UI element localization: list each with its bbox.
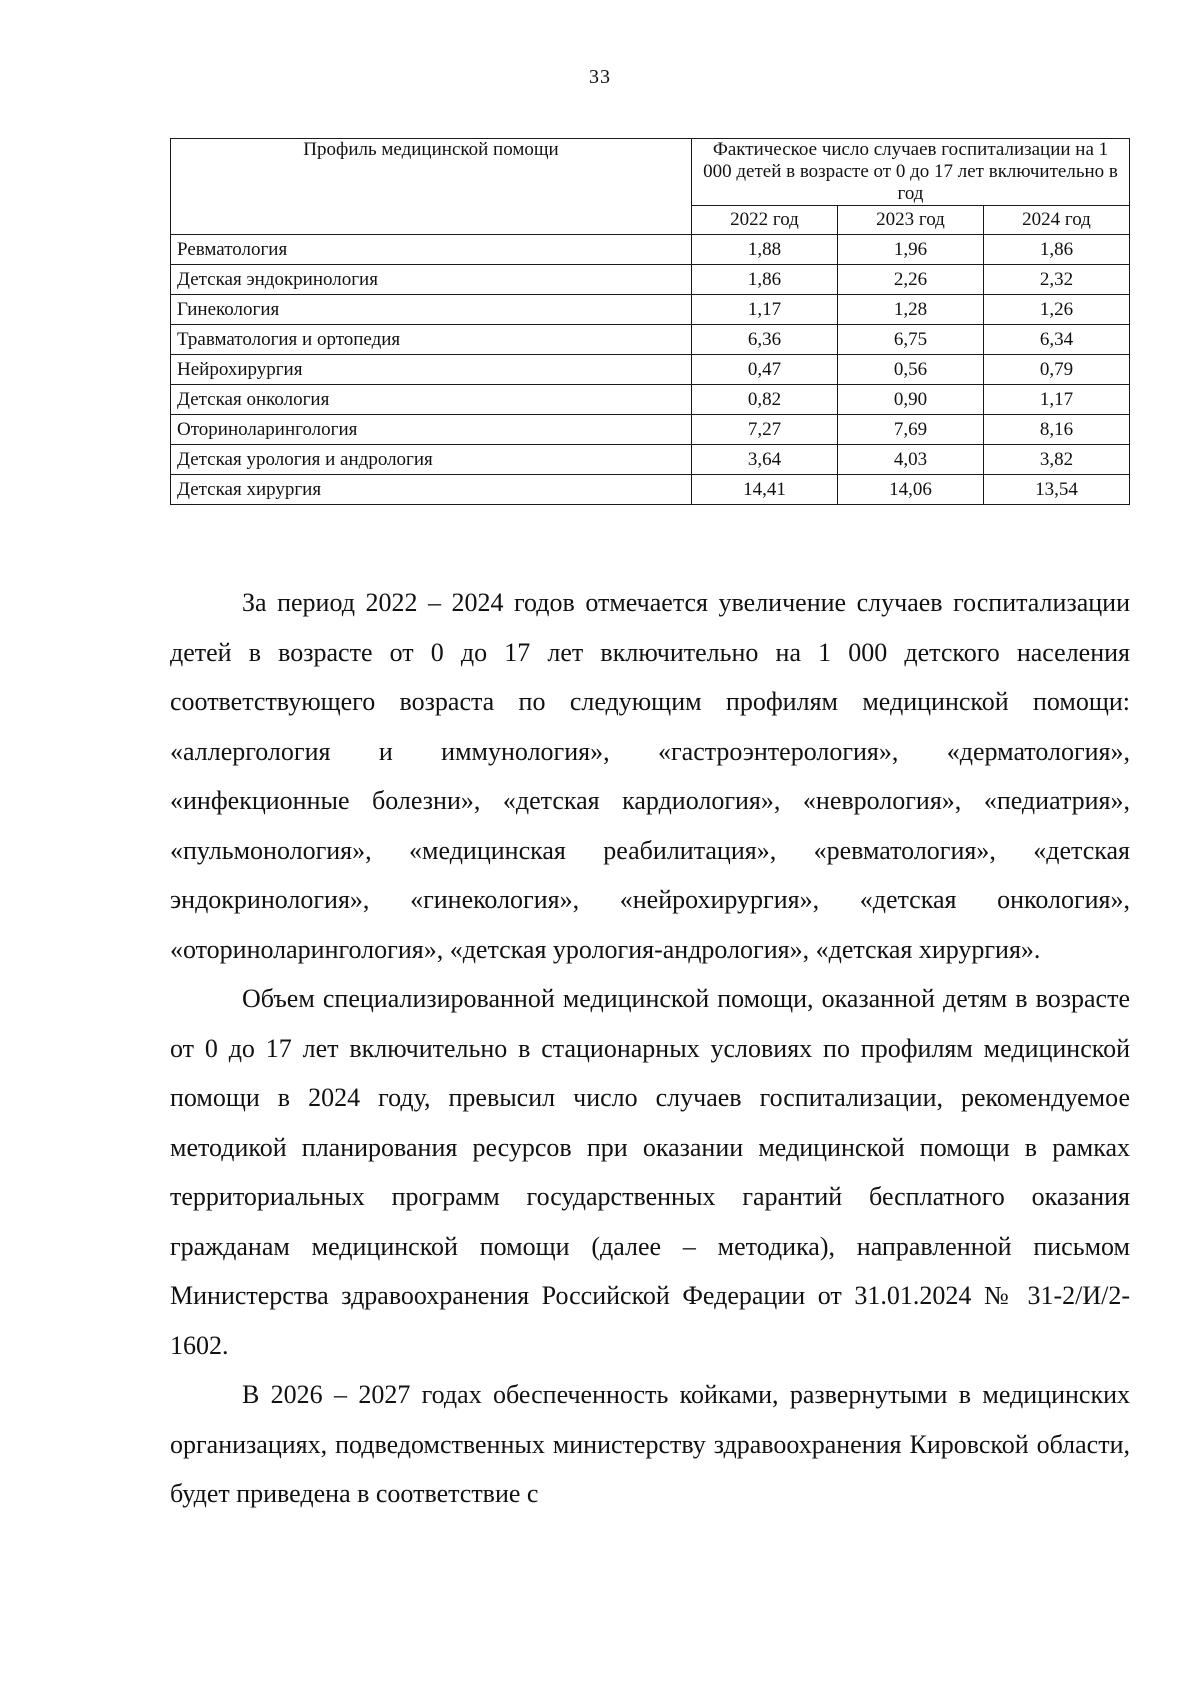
cell-value: 3,64	[692, 445, 838, 475]
cell-value: 0,56	[838, 355, 984, 385]
paragraph-bed-provision: В 2026 – 2027 годах обеспеченность койками, развернутыми в медицинских организациях, подведомственных министерству здравоохранения Кировской области, будет приведена в соответствие с	[170, 1380, 1130, 1508]
cell-value: 0,82	[692, 385, 838, 415]
cell-value: 4,03	[838, 445, 984, 475]
table-row	[171, 355, 1130, 385]
cell-value: 1,28	[838, 295, 984, 325]
table-row	[171, 325, 1130, 355]
paragraph-hospitalization-increase: За период 2022 – 2024 годов отмечается увеличение случаев госпитализации детей в возрасте от 0 до 17 лет включительно на 1 000 детского населения соответствующего возраста по следующим профилям медицинской помощи: «аллергология и иммунология», «гастроэнтерология», «дерматология», «инфекционные болезни», «детская кардиология», «неврология», «педиатрия», «пульмонология», «медицинская реабилитация», «ревматология», «детская эндокринология», «гинекология», «нейрохирургия», «детская онкология», «оториноларингология», «детская урология-андрология», «детская хирургия».	[170, 588, 1130, 964]
row-label: Гинекология	[171, 295, 692, 325]
cell-value: 1,96	[838, 235, 984, 265]
table-header-row	[171, 139, 1130, 206]
cell-value: 0,79	[984, 355, 1130, 385]
table-row	[171, 475, 1130, 505]
row-label: Детская эндокринология	[171, 265, 692, 295]
table-row	[171, 265, 1130, 295]
cell-value: 13,54	[984, 475, 1130, 505]
cell-value: 14,06	[838, 475, 984, 505]
cell-value: 3,82	[984, 445, 1130, 475]
cell-value: 1,17	[984, 385, 1130, 415]
table-row	[171, 385, 1130, 415]
column-header-year-2023: 2023 год	[838, 206, 984, 235]
cell-value: 1,86	[984, 235, 1130, 265]
cell-value: 6,75	[838, 325, 984, 355]
cell-value: 7,69	[838, 415, 984, 445]
cell-value: 2,26	[838, 265, 984, 295]
column-header-year-2022: 2022 год	[692, 206, 838, 235]
cell-value: 0,47	[692, 355, 838, 385]
hospitalization-table	[170, 138, 1130, 505]
cell-value: 7,27	[692, 415, 838, 445]
cell-value: 1,17	[692, 295, 838, 325]
row-label: Детская хирургия	[171, 475, 692, 505]
table-row	[171, 445, 1130, 475]
row-label: Оториноларингология	[171, 415, 692, 445]
cell-value: 14,41	[692, 475, 838, 505]
page-number: 33	[589, 66, 611, 88]
column-header-year-2024: 2024 год	[984, 206, 1130, 235]
body-text	[170, 578, 1130, 1519]
row-label: Детская онкология	[171, 385, 692, 415]
row-label: Ревматология	[171, 235, 692, 265]
cell-value: 6,36	[692, 325, 838, 355]
column-header-profile: Профиль медицинской помощи	[171, 139, 692, 235]
row-label: Нейрохирургия	[171, 355, 692, 385]
cell-value: 1,86	[692, 265, 838, 295]
table-row	[171, 235, 1130, 265]
row-label: Детская урология и андрология	[171, 445, 692, 475]
cell-value: 1,26	[984, 295, 1130, 325]
cell-value: 0,90	[838, 385, 984, 415]
table-row	[171, 295, 1130, 325]
row-label: Травматология и ортопедия	[171, 325, 692, 355]
paragraph-specialized-care-volume: Объем специализированной медицинской помощи, оказанной детям в возрасте от 0 до 17 лет включительно в стационарных условиях по профилям медицинской помощи в 2024 году, превысил число случаев госпитализации, рекомендуемое методикой планирования ресурсов при оказании медицинской помощи в рамках территориальных программ государственных гарантий бесплатного оказания гражданам медицинской помощи (далее – методика), направленной письмом Министерства здравоохранения Российской Федерации от 31.01.2024 № 31-2/И/2-1602.	[170, 984, 1130, 1360]
cell-value: 2,32	[984, 265, 1130, 295]
cell-value: 1,88	[692, 235, 838, 265]
column-header-fact: Фактическое число случаев госпитализации на 1 000 детей в возрасте от 0 до 17 лет включительно в год	[692, 139, 1130, 206]
cell-value: 8,16	[984, 415, 1130, 445]
cell-value: 6,34	[984, 325, 1130, 355]
table-row	[171, 415, 1130, 445]
